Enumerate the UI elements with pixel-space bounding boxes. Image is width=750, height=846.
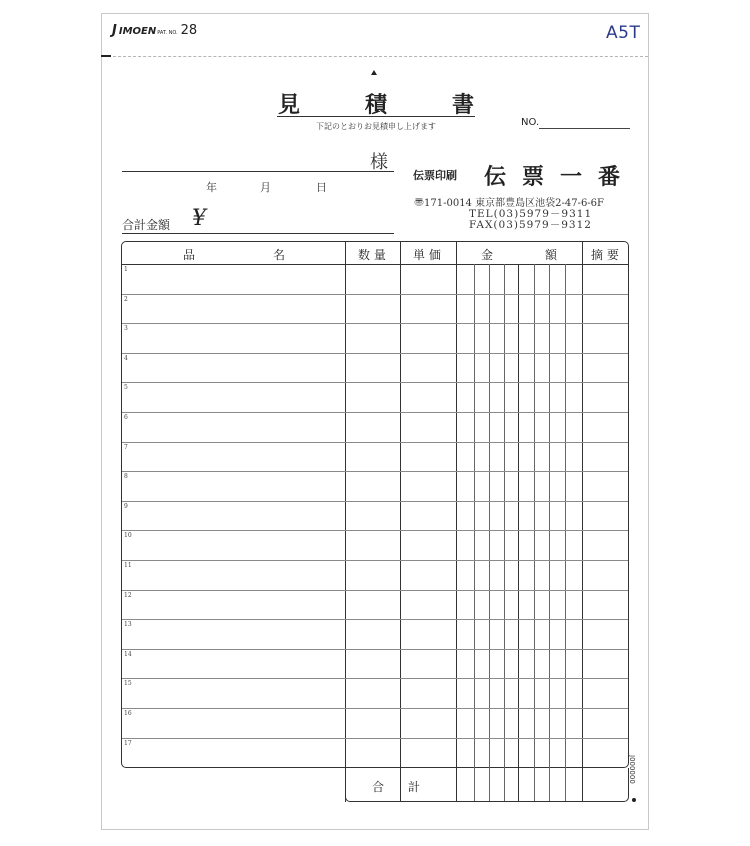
col-line-amount-mid bbox=[518, 264, 519, 802]
row-number: 14 bbox=[124, 650, 132, 658]
table-row[interactable] bbox=[122, 678, 628, 679]
center-marker bbox=[371, 70, 377, 75]
header-item-b: 名 bbox=[273, 248, 286, 262]
row-number: 6 bbox=[124, 414, 128, 421]
page-title: 見 積 書 bbox=[278, 93, 474, 118]
total-amount-field[interactable] bbox=[122, 233, 394, 234]
company-address: 〠171-0014 東京都豊島区池袋2-47-6-6F bbox=[414, 198, 604, 209]
row-number: 4 bbox=[124, 354, 128, 362]
company-tel: TEL(03)5979－9311 bbox=[469, 208, 593, 220]
table-row[interactable] bbox=[122, 738, 628, 739]
table-row[interactable] bbox=[122, 471, 628, 472]
digit-line bbox=[504, 264, 505, 802]
row-number: 16 bbox=[124, 710, 132, 717]
table-row[interactable] bbox=[122, 323, 628, 324]
digit-line bbox=[549, 264, 550, 802]
title-subtitle: 下記のとおりお見積申し上げます bbox=[316, 122, 436, 131]
number-label: NO. bbox=[521, 117, 540, 128]
table-row[interactable] bbox=[122, 353, 628, 354]
row-number: 17 bbox=[124, 739, 132, 747]
table-row[interactable] bbox=[122, 530, 628, 531]
customer-name-field[interactable] bbox=[122, 171, 394, 172]
digit-line bbox=[565, 264, 566, 802]
brand-logo: J IMOENPAT. NO. 28 bbox=[112, 23, 198, 38]
table-row[interactable] bbox=[122, 501, 628, 502]
company-name: 伝 票 一 番 bbox=[484, 165, 620, 190]
estimate-table bbox=[121, 241, 629, 768]
digit-line bbox=[534, 264, 535, 802]
table-row[interactable] bbox=[122, 382, 628, 383]
row-number: 7 bbox=[124, 443, 128, 451]
table-row[interactable] bbox=[122, 590, 628, 591]
row-number: 2 bbox=[124, 295, 128, 303]
row-number: 13 bbox=[124, 621, 132, 629]
perforation-tick bbox=[101, 55, 111, 57]
digit-line bbox=[474, 264, 475, 802]
col-line-amount bbox=[456, 241, 457, 802]
col-line-quantity bbox=[345, 241, 346, 802]
row-number: 8 bbox=[124, 473, 128, 481]
row-number: 9 bbox=[124, 502, 128, 510]
table-row[interactable] bbox=[122, 619, 628, 620]
col-line-remarks bbox=[582, 241, 583, 802]
header-remarks: 摘 要 bbox=[591, 248, 619, 262]
size-code: A5T bbox=[606, 23, 641, 43]
row-number: 3 bbox=[124, 325, 128, 333]
col-line-unit-price bbox=[400, 241, 401, 802]
table-row[interactable] bbox=[122, 412, 628, 413]
header-amount-a: 金 bbox=[481, 248, 494, 262]
total-row-label: 合 計 bbox=[372, 780, 421, 794]
header-amount-b: 額 bbox=[545, 248, 558, 262]
form-code-dot bbox=[632, 798, 636, 802]
perforation-line bbox=[108, 56, 648, 57]
digit-line bbox=[489, 264, 490, 802]
year-label: 年 bbox=[206, 181, 217, 194]
total-amount-label: 合計金額 bbox=[122, 218, 171, 232]
row-number: 10 bbox=[124, 532, 132, 540]
day-label: 日 bbox=[316, 181, 327, 194]
table-row[interactable] bbox=[122, 708, 628, 709]
customer-honorific: 様 bbox=[370, 152, 388, 173]
header-quantity: 数 量 bbox=[358, 248, 386, 262]
table-row[interactable] bbox=[122, 294, 628, 295]
row-number: 11 bbox=[124, 562, 132, 569]
company-fax: FAX(03)5979－9312 bbox=[469, 219, 592, 231]
company-label: 伝票印刷 bbox=[413, 169, 457, 182]
table-row[interactable] bbox=[122, 649, 628, 650]
title-underline bbox=[277, 116, 475, 117]
row-number: 12 bbox=[124, 591, 132, 599]
table-row[interactable] bbox=[122, 442, 628, 443]
yen-mark: ¥ bbox=[192, 206, 206, 231]
header-unit-price: 単 価 bbox=[413, 248, 441, 262]
number-field[interactable] bbox=[539, 128, 630, 129]
row-number: 5 bbox=[124, 384, 128, 392]
form-code: J000000 bbox=[628, 755, 636, 784]
table-row[interactable] bbox=[122, 560, 628, 561]
table-header-divider bbox=[121, 264, 629, 265]
row-number: 15 bbox=[124, 680, 132, 688]
month-label: 月 bbox=[260, 181, 271, 194]
row-number: 1 bbox=[124, 266, 128, 273]
header-item-a: 品 bbox=[183, 248, 196, 262]
